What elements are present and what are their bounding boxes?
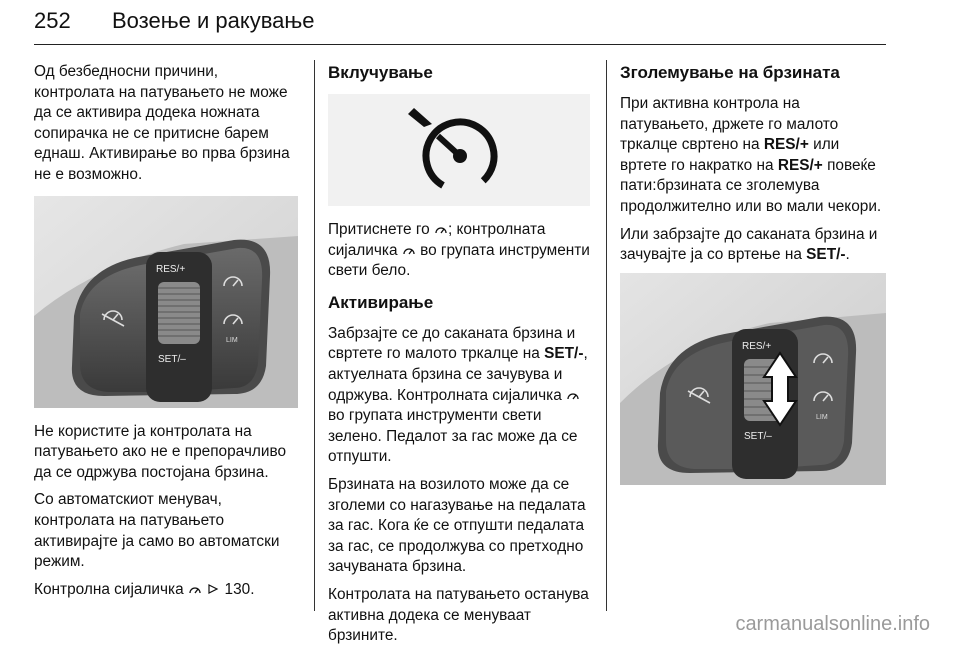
cruise-control-symbol-image (328, 94, 590, 206)
column-3 (620, 62, 886, 499)
page-title: Возење и ракување (112, 8, 315, 33)
paragraph-automatic: Со автоматскиот менувач, контролата на патувањето активирајте ја само во автоматски режим. (34, 491, 280, 571)
reference-arrow-icon (206, 583, 220, 595)
paragraph-hold-wheel: При активна контрола на патувањето, држете го малото тркалце свртено на RES/+ или вртете го накратко на RES/+ повеќе пати:брзината се зголемува продолжително или во мали чекори. (620, 95, 882, 215)
set-label: SET/– (158, 353, 186, 365)
cruise-control-icon (328, 94, 590, 206)
page-number: 252 (34, 8, 71, 33)
thumbwheel-illustration (620, 273, 886, 485)
paragraph-lamp-ref: Контролна сијаличка 130. (34, 580, 255, 598)
lim-label: LIM (226, 336, 238, 344)
column-2 (328, 62, 594, 654)
res-label: RES/+ (742, 340, 772, 352)
heading-switching-on: Вклучување (328, 63, 433, 82)
paragraph-gear-change: Контролата на патувањето останува активна додека се менуваат брзините. (328, 585, 589, 645)
column-divider-1 (314, 60, 315, 611)
heading-activation: Активирање (328, 292, 434, 312)
page-header (34, 8, 886, 42)
cruise-lamp-icon (566, 389, 580, 401)
cruise-lamp-icon (188, 583, 202, 595)
paragraph-increase-speed: Брзината на возилото може да се зголеми со нагазување на педалата за гас. Кога ќе се отпушти педалата за гас, се продолжува со претходно зачуваната брзина. (328, 475, 586, 576)
column-divider-2 (606, 60, 607, 611)
heading-increase-speed: Зголемување на брзината (620, 63, 840, 82)
column-1 (34, 62, 300, 607)
paragraph-not-recommended: Не користите ја контролата на патувањето ако не е препорачливо да се одржува постојана брзина. (34, 422, 287, 481)
res-label: RES/+ (156, 263, 186, 275)
lim-label: LIM (816, 413, 828, 421)
watermark: carmanualsonline.info (735, 613, 930, 635)
thumbwheel-image (620, 273, 886, 485)
header-rule (34, 44, 886, 45)
cruise-lamp-icon (402, 244, 416, 256)
paragraph-accelerate: Забрзајте се до саканата брзина и свртете го малото тркалце на SET/-, актуелната брзина се зачувува и одржува. Контролната сијаличка во групата инструменти свети зелено. Педалот за гас може да се отпушти. (328, 324, 588, 466)
steering-controls-illustration (34, 196, 298, 408)
steering-wheel-controls-image (34, 196, 298, 408)
paragraph-press-button: Притиснете го ; контролната сијаличка во групата инструменти свети бело. (328, 221, 590, 280)
cruise-lamp-icon (434, 223, 448, 235)
paragraph-store-speed: Или забрзајте до саканата брзина и зачувајте ја со вртење на SET/-. (620, 225, 878, 264)
paragraph-safety: Од безбедносни причини, контролата на патувањето не може да се активира додека ножната сопирачка не се притисне барем еднаш. Активирање во прва брзина не е возможно. (34, 63, 290, 183)
set-label: SET/– (744, 430, 772, 442)
